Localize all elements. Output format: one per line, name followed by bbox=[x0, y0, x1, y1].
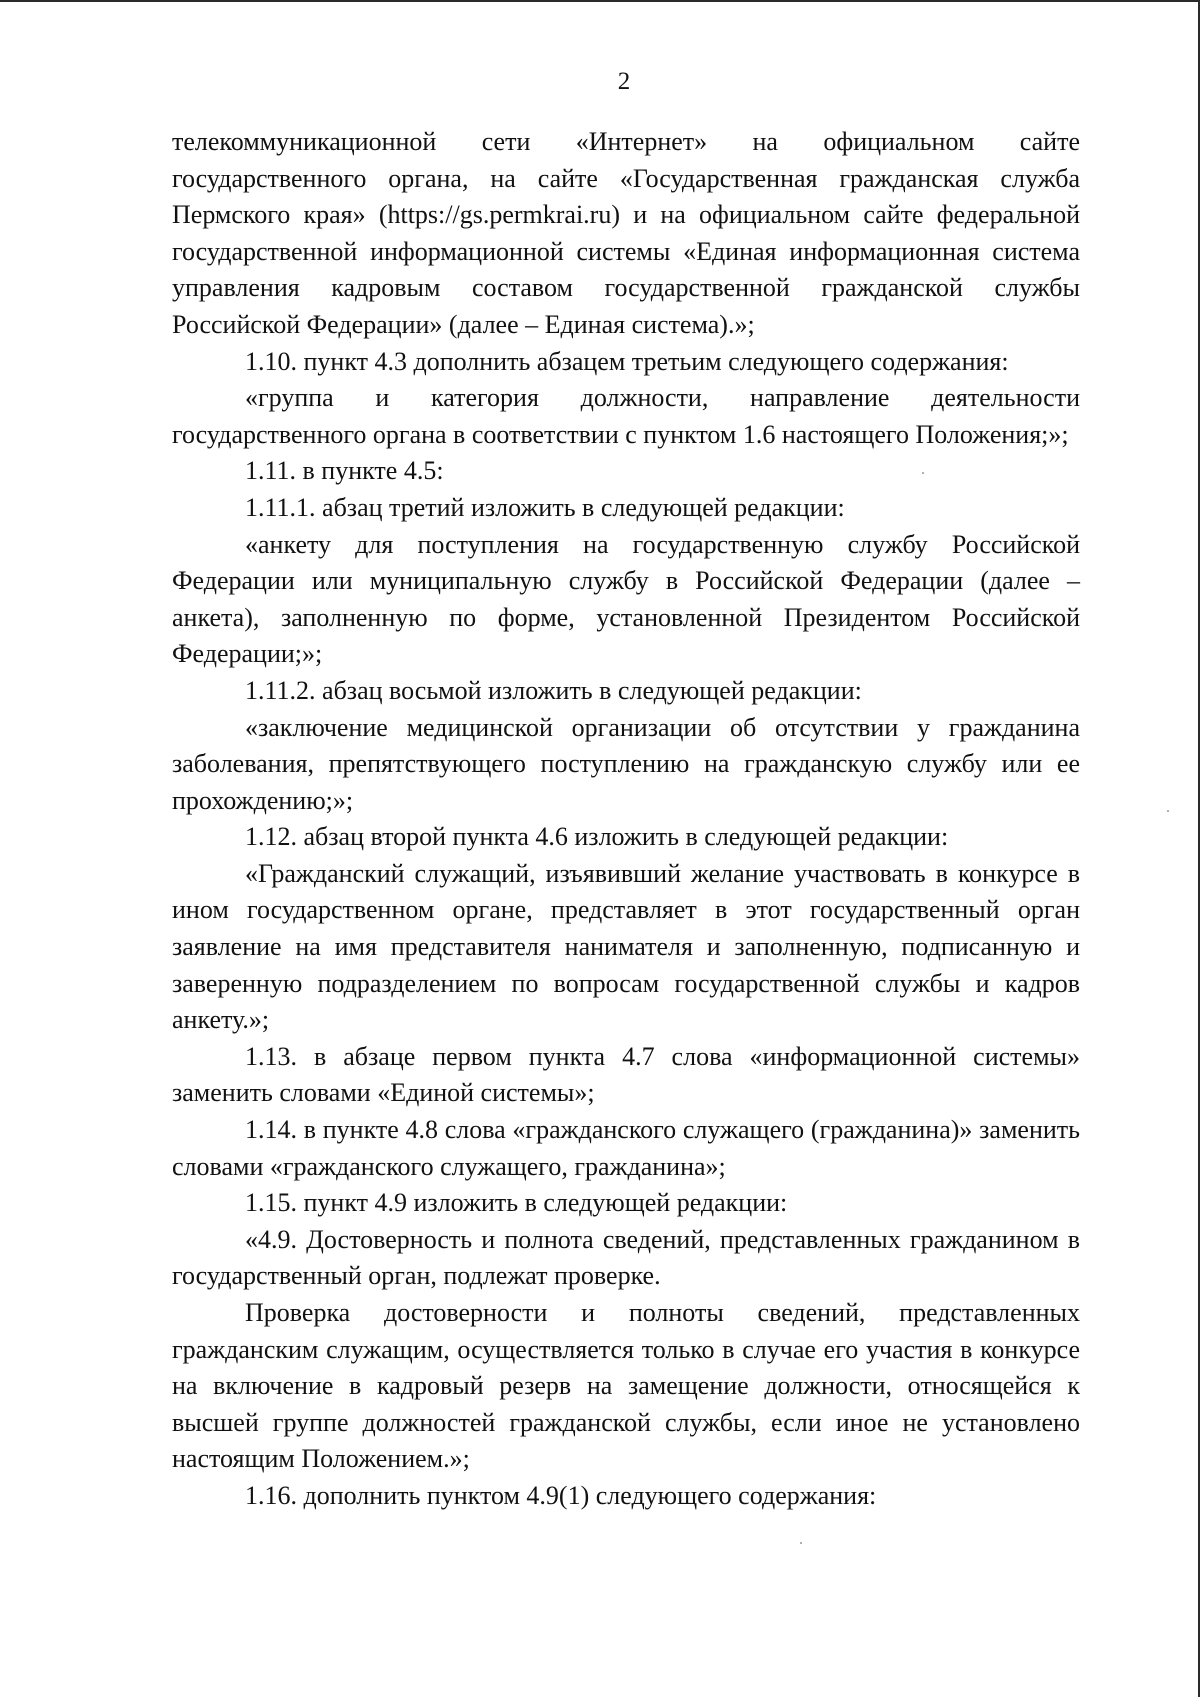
paragraph-1-11-2-quote: «заключение медицинской организации об отсутствии у гражданина заболевания, препятствующего поступлению на гражданскую службу или ее прохождению;»; bbox=[172, 712, 1080, 815]
paragraph-1-12-quote: «Гражданский служащий, изъявивший желание участвовать в конкурсе в ином государственном органе, представляет в этот государственный орган заявление на имя представителя нанимателя и заполненную, подписанную и заверенную подразделением по вопросам государственной службы и кадров анкету.»; bbox=[172, 858, 1080, 1035]
scan-speck bbox=[800, 1542, 802, 1544]
paragraph-1-10: 1.10. пункт 4.3 дополнить абзацем третьим следующего содержания: bbox=[245, 346, 1009, 376]
paragraph-1-14: 1.14. в пункте 4.8 слова «гражданского служащего (гражданина)» заменить словами «гражданского служащего, гражданина»; bbox=[172, 1115, 1080, 1181]
paragraph-1-15: 1.15. пункт 4.9 изложить в следующей редакции: bbox=[245, 1188, 788, 1218]
scan-speck bbox=[1167, 810, 1169, 812]
paragraph-1-16: 1.16. дополнить пунктом 4.9(1) следующего содержания: bbox=[245, 1480, 877, 1510]
paragraph-4-9-quote: «4.9. Достоверность и полнота сведений, представленных гражданином в государственный орган, подлежат проверке. bbox=[172, 1224, 1080, 1291]
scan-speck bbox=[922, 472, 924, 474]
paragraph-1-10-quote: «группа и категория должности, направление деятельности государственного органа в соответствии с пунктом 1.6 настоящего Положения;»; bbox=[172, 383, 1080, 449]
document-body bbox=[172, 124, 1080, 1515]
paragraph-1-11-1: 1.11.1. абзац третий изложить в следующей редакции: bbox=[245, 492, 845, 522]
paragraph-4-9-verification: Проверка достоверности и полноты сведений, представленных гражданским служащим, осуществляется только в случае его участия в конкурсе на включение в кадровый резерв на замещение должности, относящейся к высшей группе должностей гражданской службы, если иное не установлено настоящим Положением.»; bbox=[172, 1298, 1080, 1474]
paragraph-1-11-1-quote: «анкету для поступления на государственную службу Российской Федерации или муниципальную службу в Российской Федерации (далее – анкета), заполненную по форме, установленной Президентом Российской Федерации;»; bbox=[172, 529, 1080, 669]
paragraph-1-12: 1.12. абзац второй пункта 4.6 изложить в следующей редакции: bbox=[245, 822, 949, 852]
paragraph-continuation: телекоммуникационной сети «Интернет» на официальном сайте государственного органа, на сайте «Государственная гражданская служба Пермского края» (https://gs.permkrai.ru) и на официальном сайте федеральной государственной информационной системы «Единая информационная система управления кадровым составом государственной гражданской службы Российской Федерации» (далее – Единая система).»; bbox=[172, 127, 1080, 339]
paragraph-1-11: 1.11. в пункте 4.5: bbox=[245, 456, 444, 486]
paragraph-1-13: 1.13. в абзаце первом пункта 4.7 слова «информационной системы» заменить словами «Единой системы»; bbox=[172, 1041, 1080, 1108]
page-number: 2 bbox=[617, 68, 631, 95]
paragraph-1-11-2: 1.11.2. абзац восьмой изложить в следующей редакции: bbox=[245, 675, 862, 705]
